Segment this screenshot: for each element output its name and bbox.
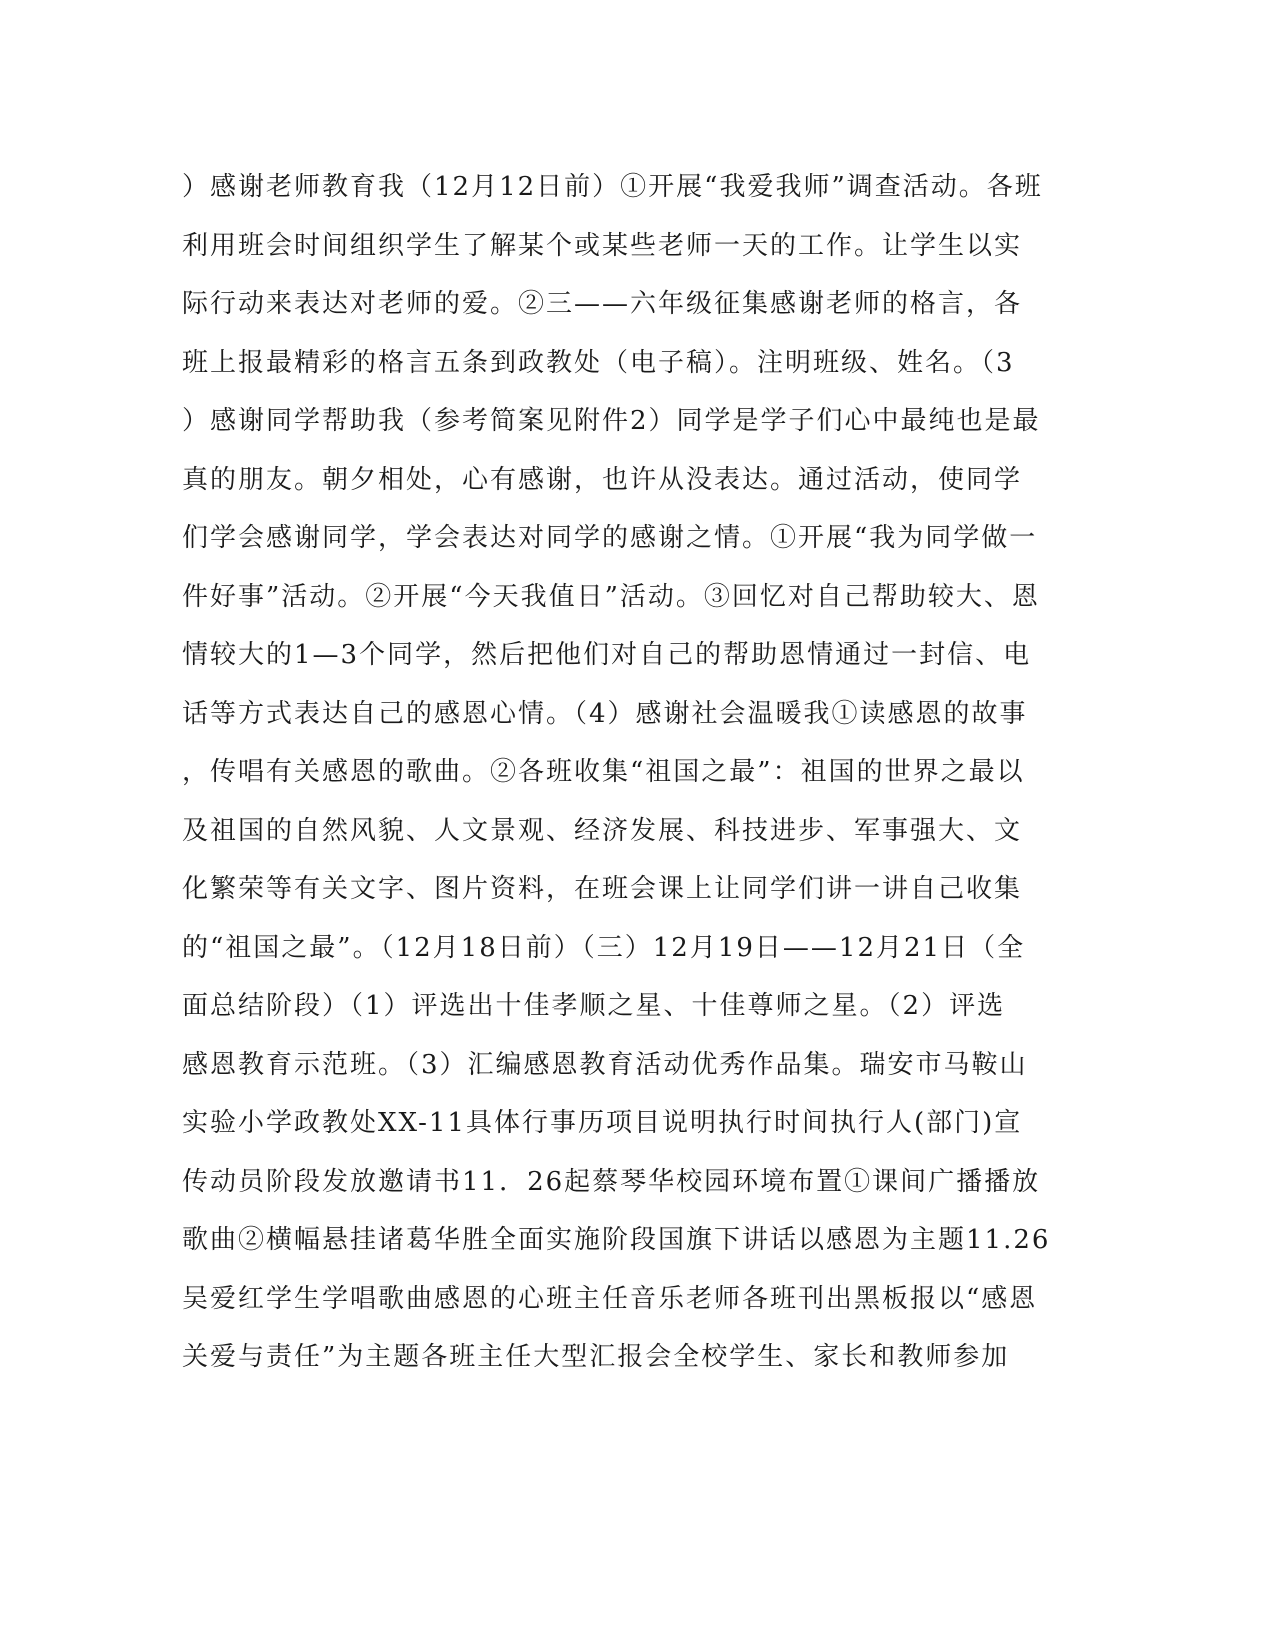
text-line-1: ）感谢老师教育我（12月12日前）①开展“我爱我师”调查活动。各班	[182, 172, 1043, 202]
text-line-21: 关爱与责任”为主题各班主任大型汇报会全校学生、家长和教师参加	[182, 1342, 1010, 1372]
text-line-15: 面总结阶段）（1）评选出十佳孝顺之星、十佳尊师之星。（2）评选	[182, 991, 1006, 1021]
text-line-5: ）感谢同学帮助我（参考简案见附件2）同学是学子们心中最纯也是最	[182, 406, 1041, 436]
text-line-13: 化繁荣等有关文字、图片资料，在班会课上让同学们讲一讲自己收集	[182, 874, 1023, 904]
text-line-14: 的“祖国之最”。（12月18日前）（三）12月19日——12月21日（全	[182, 932, 1026, 963]
text-line-18: 传动员阶段发放邀请书11．26起蔡琴华校园环境布置①课间广播播放	[182, 1166, 1041, 1197]
body-text	[182, 158, 1052, 1387]
text-line-19: 歌曲②横幅悬挂诸葛华胜全面实施阶段国旗下讲话以感恩为主题11.26	[182, 1225, 1051, 1255]
text-line-16: 感恩教育示范班。（3）汇编感恩教育活动优秀作品集。瑞安市马鞍山	[182, 1049, 1028, 1080]
text-line-17: 实验小学政教处XX-11具体行事历项目说明执行时间执行人(部门)宣	[182, 1108, 1023, 1138]
text-line-10: 话等方式表达自己的感恩心情。（4）感谢社会温暖我①读感恩的故事	[182, 698, 1028, 729]
text-line-3: 际行动来表达对老师的爱。②三——六年级征集感谢老师的格言，各	[182, 289, 1023, 319]
text-line-12: 及祖国的自然风貌、人文景观、经济发展、科技进步、军事强大、文	[182, 815, 1023, 846]
text-line-6: 真的朋友。朝夕相处，心有感谢，也许从没表达。通过活动，使同学	[182, 464, 1023, 495]
text-line-8: 件好事”活动。②开展“今天我值日”活动。③回忆对自己帮助较大、恩	[182, 581, 1040, 612]
text-line-20: 吴爱红学生学唱歌曲感恩的心班主任音乐老师各班刊出黑板报以“感恩	[182, 1283, 1038, 1314]
text-line-11: ，传唱有关感恩的歌曲。②各班收集“祖国之最”：祖国的世界之最以	[182, 757, 1025, 787]
text-line-2: 利用班会时间组织学生了解某个或某些老师一天的工作。让学生以实	[182, 230, 1023, 261]
text-line-4: 班上报最精彩的格言五条到政教处（电子稿）。注明班级、姓名。（3	[182, 347, 1015, 378]
text-line-9: 情较大的1—3个同学，然后把他们对自己的帮助恩情通过一封信、电	[182, 640, 1032, 670]
text-line-7: 们学会感谢同学，学会表达对同学的感谢之情。①开展“我为同学做一	[182, 523, 1038, 553]
